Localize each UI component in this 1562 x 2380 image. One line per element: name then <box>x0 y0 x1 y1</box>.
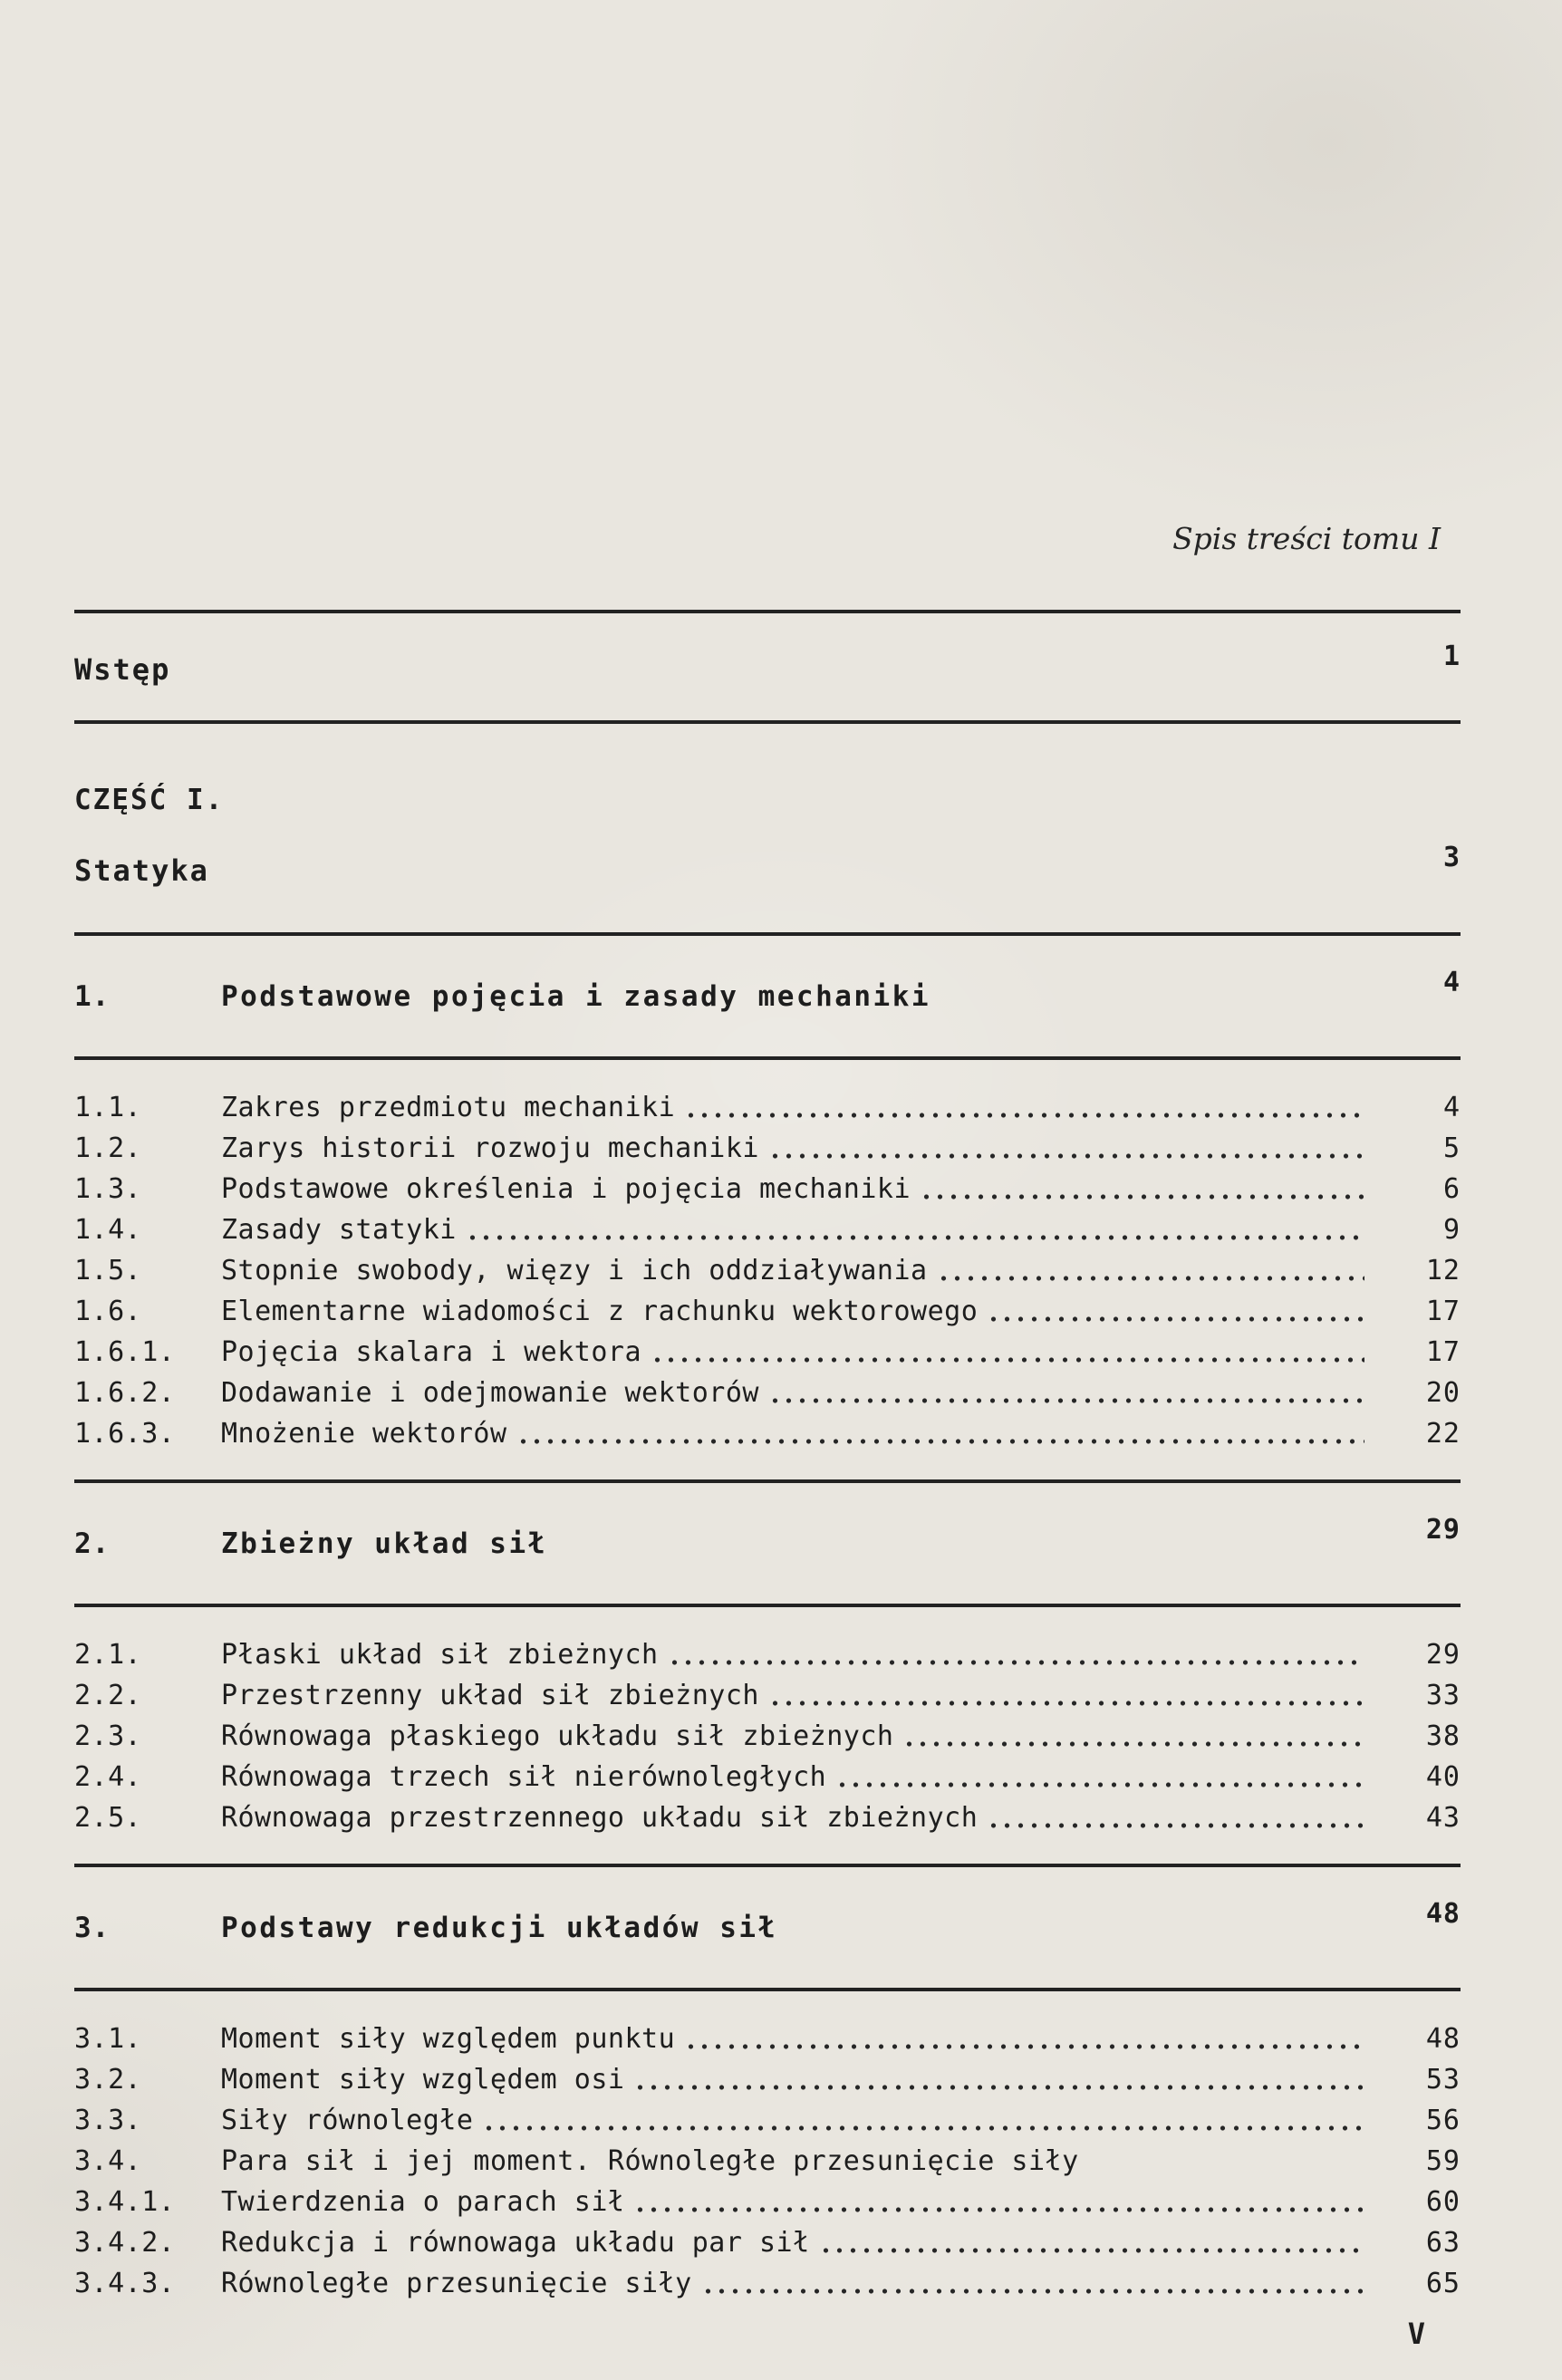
entry-page: 4 <box>1442 1092 1461 1123</box>
entry-page: 59 <box>1425 2145 1461 2177</box>
toc-entry <box>74 2182 1461 2222</box>
entry-title: Podstawowe określenia i pojęcia mechaniki <box>221 1173 911 1205</box>
entry-title: Moment siły względem punktu <box>221 2023 676 2055</box>
entry-title: Dodawanie i odejmowanie wektorów <box>221 1377 759 1409</box>
entry-page: 53 <box>1425 2064 1461 2096</box>
dot-leader <box>633 2059 1364 2100</box>
toc-entry <box>74 1169 1461 1209</box>
entry-page: 60 <box>1425 2186 1461 2218</box>
divider-rule <box>74 1056 1461 1060</box>
entry-title: Wstęp <box>74 652 171 687</box>
divider-rule <box>74 932 1461 936</box>
entry-title: Pojęcia skalara i wektora <box>221 1336 642 1368</box>
toc-entry <box>74 2059 1461 2100</box>
toc-entry <box>74 1087 1461 1128</box>
entry-number: 3.4.1. <box>74 2186 176 2218</box>
entry-number: 1.4. <box>74 1214 142 1246</box>
entry-page: 9 <box>1442 1214 1461 1246</box>
dot-leader <box>684 1087 1364 1128</box>
chapter-entries <box>74 1087 1461 1454</box>
dot-leader <box>987 1291 1364 1332</box>
entry-number: 1.6.1. <box>74 1336 176 1368</box>
entry-title: Moment siły względem osi <box>221 2064 625 2096</box>
entry-page: 48 <box>1425 2023 1461 2055</box>
entry-title: Zasady statyki <box>221 1214 457 1246</box>
entry-number: 2.5. <box>74 1802 142 1834</box>
part-label: CZĘŚĆ I. <box>74 784 225 816</box>
chapter-page: 29 <box>1425 1514 1461 1546</box>
dot-leader <box>701 2263 1364 2304</box>
entry-page: 29 <box>1425 1639 1461 1671</box>
entry-title: Równowaga płaskiego układu sił zbieżnych <box>221 1720 894 1752</box>
entry-number: 2.3. <box>74 1720 142 1752</box>
chapter-title: Podstawowe pojęcia i zasady mechaniki <box>221 980 931 1013</box>
dot-leader <box>937 1250 1364 1291</box>
chapter-page: 48 <box>1425 1898 1461 1930</box>
toc-entry <box>74 2100 1461 2141</box>
dot-leader <box>466 1209 1364 1250</box>
entry-number: 1.6. <box>74 1296 142 1327</box>
toc-entry <box>74 1716 1461 1757</box>
divider-rule <box>74 1479 1461 1483</box>
entry-page: 65 <box>1425 2268 1461 2299</box>
toc-entry <box>74 1291 1461 1332</box>
divider-rule <box>74 1604 1461 1607</box>
entry-number: 3.4.2. <box>74 2227 176 2259</box>
entry-number: 1.5. <box>74 1255 142 1286</box>
entry-number: 1.6.2. <box>74 1377 176 1409</box>
entry-page: 38 <box>1425 1720 1461 1752</box>
toc-entry <box>74 1373 1461 1413</box>
entry-page: 56 <box>1425 2105 1461 2136</box>
dot-leader <box>768 1128 1364 1169</box>
entry-title: Para sił i jej moment. Równoległe przesunięcie siły <box>221 2145 1079 2177</box>
page-header-title: Spis treści tomu I <box>1172 521 1441 556</box>
entry-page: 17 <box>1425 1296 1461 1327</box>
toc-entry-wstep <box>74 641 1461 693</box>
toc-entry <box>74 1332 1461 1373</box>
entry-page: 5 <box>1442 1132 1461 1164</box>
dot-leader <box>768 1373 1364 1413</box>
divider-rule <box>74 610 1461 613</box>
toc-entry <box>74 1675 1461 1716</box>
entry-number: 3.2. <box>74 2064 142 2096</box>
divider-rule <box>74 1864 1461 1867</box>
entry-number: 3.4.3. <box>74 2268 176 2299</box>
entry-number: 1.3. <box>74 1173 142 1205</box>
toc-entry-statyka <box>74 842 1461 894</box>
entry-title: Statyka <box>74 853 209 888</box>
entry-page: 6 <box>1442 1173 1461 1205</box>
entry-page: 1 <box>1442 641 1461 672</box>
toc-entry <box>74 2222 1461 2263</box>
entry-title: Elementarne wiadomości z rachunku wektorowego <box>221 1296 979 1327</box>
entry-page: 22 <box>1425 1418 1461 1450</box>
dot-leader <box>684 2019 1364 2059</box>
entry-title: Twierdzenia o parach sił <box>221 2186 625 2218</box>
entry-number: 3.1. <box>74 2023 142 2055</box>
dot-leader <box>920 1169 1364 1209</box>
dot-leader <box>987 1797 1364 1838</box>
entry-page: 33 <box>1425 1680 1461 1711</box>
divider-rule <box>74 1988 1461 1991</box>
toc-entry <box>74 1797 1461 1838</box>
chapter-entries <box>74 1634 1461 1838</box>
chapter-number: 2. <box>74 1527 111 1560</box>
entry-number: 1.6.3. <box>74 1418 176 1450</box>
entry-title: Siły równoległe <box>221 2105 474 2136</box>
chapter-page: 4 <box>1442 967 1461 998</box>
chapter-heading <box>74 967 1461 1020</box>
entry-page: 3 <box>1442 842 1461 873</box>
toc-entry <box>74 1250 1461 1291</box>
toc-entry <box>74 2019 1461 2059</box>
dot-leader <box>668 1634 1364 1675</box>
chapter-entries <box>74 2019 1461 2304</box>
entry-title: Równowaga trzech sił nierównoległych <box>221 1761 827 1793</box>
dot-leader <box>819 2222 1364 2263</box>
entry-page: 63 <box>1425 2227 1461 2259</box>
toc-entry <box>74 1128 1461 1169</box>
toc-entry <box>74 2141 1461 2182</box>
entry-number: 2.2. <box>74 1680 142 1711</box>
dot-leader <box>835 1757 1364 1797</box>
entry-number: 3.3. <box>74 2105 142 2136</box>
toc-entry <box>74 1634 1461 1675</box>
chapter-number: 3. <box>74 1912 111 1944</box>
entry-title: Zarys historii rozwoju mechaniki <box>221 1132 759 1164</box>
entry-title: Równowaga przestrzennego układu sił zbieżnych <box>221 1802 979 1834</box>
entry-page: 20 <box>1425 1377 1461 1409</box>
dot-leader <box>1088 2141 1364 2182</box>
toc-entry <box>74 1757 1461 1797</box>
entry-number: 3.4. <box>74 2145 142 2177</box>
entry-page: 17 <box>1425 1336 1461 1368</box>
dot-leader <box>768 1675 1364 1716</box>
divider-rule <box>74 720 1461 724</box>
chapters-container <box>74 967 1461 2304</box>
dot-leader <box>633 2182 1364 2222</box>
entry-number: 1.1. <box>74 1092 142 1123</box>
entry-page: 43 <box>1425 1802 1461 1834</box>
entry-number: 1.2. <box>74 1132 142 1164</box>
entry-title: Zakres przedmiotu mechaniki <box>221 1092 676 1123</box>
entry-title: Płaski układ sił zbieżnych <box>221 1639 659 1671</box>
chapter-title: Podstawy redukcji układów sił <box>221 1912 777 1944</box>
entry-title: Przestrzenny układ sił zbieżnych <box>221 1680 759 1711</box>
entry-page: 12 <box>1425 1255 1461 1286</box>
chapter-heading <box>74 1514 1461 1567</box>
entry-page: 40 <box>1425 1761 1461 1793</box>
entry-number: 2.4. <box>74 1761 142 1793</box>
dot-leader <box>902 1716 1364 1757</box>
chapter-title: Zbieżny układ sił <box>221 1527 547 1560</box>
dot-leader <box>482 2100 1364 2141</box>
toc-entry <box>74 1209 1461 1250</box>
toc-entry <box>74 1413 1461 1454</box>
toc-entry <box>74 2263 1461 2304</box>
chapter-heading <box>74 1898 1461 1951</box>
entry-title: Mnożenie wektorów <box>221 1418 507 1450</box>
dot-leader <box>651 1332 1364 1373</box>
entry-title: Stopnie swobody, więzy i ich oddziaływania <box>221 1255 928 1286</box>
entry-title: Redukcja i równowaga układu par sił <box>221 2227 810 2259</box>
page-number-footer: V <box>1407 2317 1426 2351</box>
dot-leader <box>516 1413 1364 1454</box>
chapter-number: 1. <box>74 980 111 1013</box>
entry-number: 2.1. <box>74 1639 142 1671</box>
entry-title: Równoległe przesunięcie siły <box>221 2268 692 2299</box>
